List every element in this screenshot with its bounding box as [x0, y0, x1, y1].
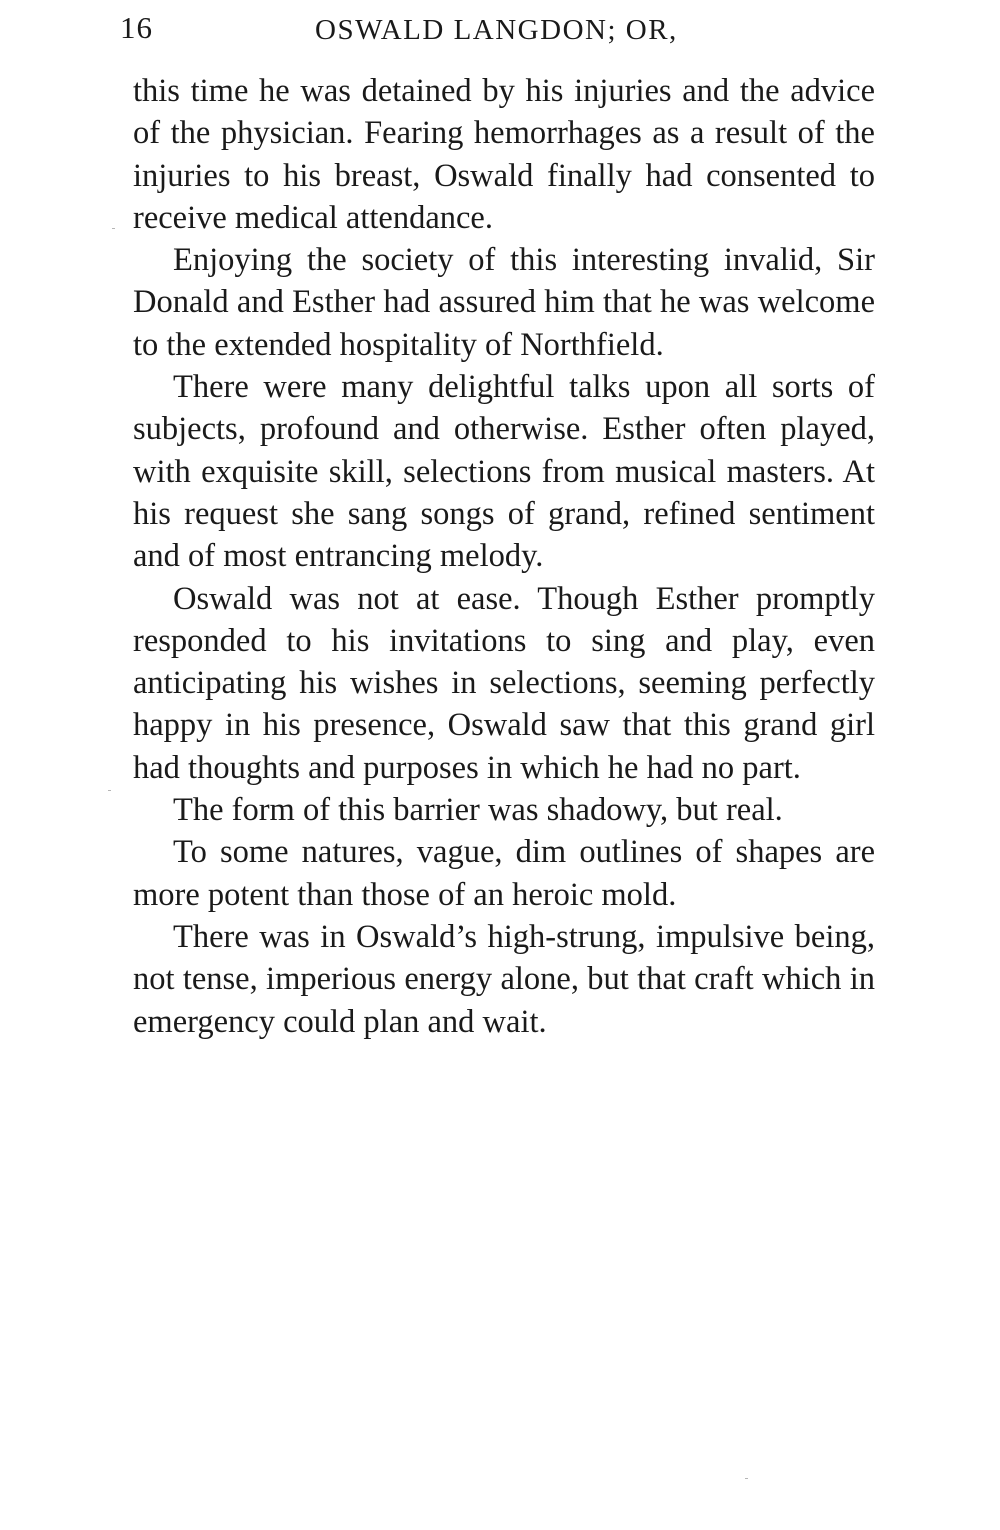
page-number: 16 — [120, 10, 153, 45]
running-title: OSWALD LANGDON; OR, — [315, 14, 678, 46]
paragraph: Oswald was not at ease. Though Esther promptly responded to his invitations to sing and play, even anticipating his wishes in selections, seeming perfectly happy in his presence, Oswald saw that this grand girl had thoughts and purposes in which he had no part. — [133, 580, 875, 786]
paragraph: To some natures, vague, dim outlines of shapes are more potent than those of an heroic mold. — [133, 834, 875, 913]
running-head — [120, 10, 880, 54]
paragraph: Enjoying the society of this interesting invalid, Sir Donald and Esther had assured him that he was welcome to the extended hospitality of Northfield. — [133, 242, 875, 363]
scan-speck — [745, 1478, 748, 1479]
paragraph: The form of this barrier was shadowy, but real. — [173, 792, 783, 829]
paragraph: There was in Oswald’s high-strung, impulsive being, not tense, imperious energy alone, but that craft which in emergency could plan and wait. — [133, 918, 875, 1040]
paragraph: this time he was detained by his injuries and the advice of the physician. Fearing hemorrhages as a result of the injuries to his breast, Oswald finally had consented to receive medical attendance. — [133, 73, 875, 236]
paragraph: There were many delightful talks upon all sorts of subjects, profound and otherwise. Esther often played, with exquisite skill, selections from musical masters. At his request she sang songs of grand, refined sentiment and of most entrancing melody. — [133, 369, 875, 575]
scan-speck — [112, 228, 115, 229]
scan-speck — [108, 790, 111, 791]
body-text — [133, 70, 875, 1043]
